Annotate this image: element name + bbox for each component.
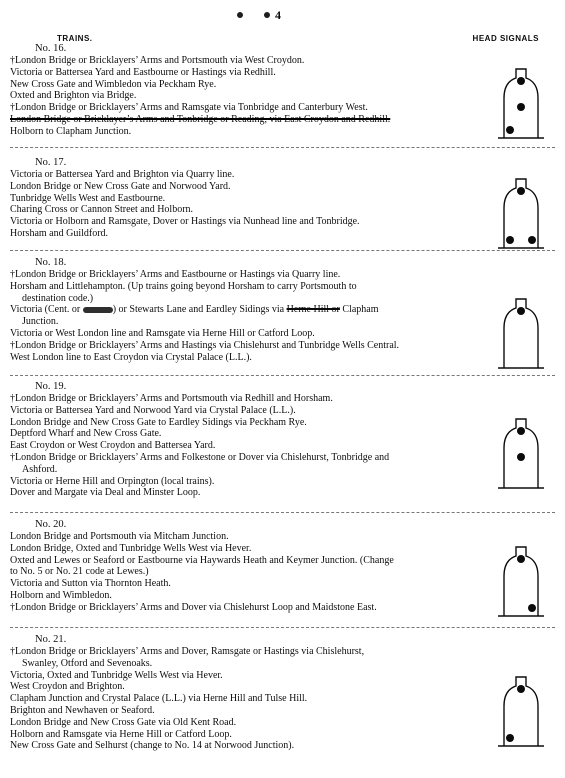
- route-line: †London Bridge or Bricklayers’ Arms and Eastbourne or Hastings via Quarry line.: [10, 269, 341, 280]
- section-no-16: [10, 42, 494, 138]
- section-no-20: [10, 518, 494, 614]
- section-no-19: [10, 380, 494, 499]
- lamp-top-icon: [517, 307, 525, 315]
- locomotive-front-icon: [490, 290, 552, 376]
- route-line: †London Bridge or Bricklayers’ Arms and Ramsgate via Tonbridge and Canterbury West.: [10, 102, 368, 114]
- lamp-bottom-right-icon: [528, 236, 536, 244]
- head-signals-column-header: HEAD SIGNALS: [472, 34, 539, 43]
- route-line: destination code.): [22, 292, 94, 304]
- route-line: Dover and Margate via Deal and Minster Loop.: [10, 487, 201, 499]
- route-line: †London Bridge or Bricklayers’ Arms and Hastings via Chislehurst and Tunbridge Wells Central.: [10, 339, 400, 351]
- locomotive-front-icon: [490, 170, 552, 256]
- route-line: London Bridge or New Cross Gate and Norwood Yard.: [10, 180, 231, 192]
- ink-speck: [237, 12, 243, 18]
- route-line: East Croydon or West Croydon and Battersea Yard.: [10, 440, 216, 452]
- section-no-21: [10, 633, 494, 752]
- route-line: Tunbridge Wells West and Eastbourne.: [10, 192, 166, 204]
- section-divider: [10, 512, 555, 513]
- route-line: to No. 5 or No. 21 code at Lewes.): [10, 566, 149, 578]
- trains-column-header: TRAINS.: [57, 34, 93, 43]
- section-number: No. 18.: [35, 257, 67, 268]
- lamp-bottom-left-icon: [506, 236, 514, 244]
- route-line: New Cross Gate and Wimbledon via Peckham Rye.: [10, 78, 217, 90]
- page-number: 4: [275, 8, 281, 22]
- section-no-18: [10, 256, 494, 363]
- section-number: No. 16.: [35, 43, 67, 54]
- section-number: No. 20.: [35, 519, 67, 530]
- section-number: No. 21.: [35, 634, 67, 645]
- route-text: Victoria (Cent. or: [10, 304, 81, 316]
- lamp-top-icon: [517, 77, 525, 85]
- route-line: Victoria or Battersea Yard and Brighton via Quarry line.: [10, 169, 235, 180]
- route-line: †London Bridge or Bricklayers’ Arms and Dover, Ramsgate or Hastings via Chislehurst,: [10, 646, 365, 657]
- route-line: Horsham and Littlehampton. (Up trains going beyond Horsham to carry Portsmouth to: [10, 280, 357, 292]
- struck-out-text: Herne Hill or: [286, 304, 340, 316]
- lamp-bottom-right-icon: [528, 604, 536, 612]
- ink-blot: [83, 307, 113, 313]
- head-signal-no-20: [490, 538, 552, 624]
- route-line: †London Bridge or Bricklayers’ Arms and Portsmouth via West Croydon.: [10, 55, 305, 66]
- route-line: Victoria or Battersea Yard and Eastbourne or Hastings via Redhill.: [10, 66, 276, 78]
- route-line: Victoria or Holborn and Ramsgate, Dover or Hastings via Nunhead line and Tonbridge.: [10, 216, 360, 228]
- route-line: Deptford Wharf and New Cross Gate.: [10, 428, 162, 440]
- route-line: Holborn and Wimbledon.: [10, 589, 112, 601]
- locomotive-front-icon: [490, 538, 552, 624]
- route-line: Swanley, Otford and Sevenoaks.: [22, 657, 153, 669]
- lamp-bottom-left-icon: [506, 126, 514, 134]
- lamp-top-icon: [517, 685, 525, 693]
- route-line: Victoria, Oxted and Tunbridge Wells West via Hever.: [10, 669, 223, 681]
- route-line: London Bridge, Oxted and Tunbridge Wells West via Hever.: [10, 542, 252, 554]
- lamp-top-icon: [517, 555, 525, 563]
- route-text: ) or Stewarts Lane and Eardley Sidings via: [112, 304, 285, 316]
- route-line: [10, 304, 494, 316]
- locomotive-front-icon: [490, 668, 552, 754]
- section-no-17: [10, 156, 494, 240]
- lamp-top-icon: [517, 187, 525, 195]
- route-line: Victoria and Sutton via Thornton Heath.: [10, 578, 171, 590]
- route-line: London Bridge and Portsmouth via Mitcham Junction.: [10, 531, 229, 542]
- head-signal-no-18: [490, 290, 552, 376]
- route-line: London Bridge and New Cross Gate via Old Kent Road.: [10, 716, 237, 728]
- section-number: No. 17.: [35, 157, 67, 168]
- lamp-middle-icon: [517, 453, 525, 461]
- route-line: New Cross Gate and Selhurst (change to No. 14 at Norwood Junction).: [10, 740, 295, 752]
- route-line: †London Bridge or Bricklayers’ Arms and Dover via Chislehurst Loop and Maidstone East.: [10, 601, 377, 613]
- section-divider: [10, 627, 555, 628]
- head-signal-no-19: [490, 410, 552, 496]
- route-line: Victoria or Herne Hill and Orpington (local trains).: [10, 475, 215, 487]
- route-line: Holborn to Clapham Junction.: [10, 125, 132, 137]
- lamp-middle-icon: [517, 103, 525, 111]
- route-line: Oxted and Brighton via Bridge.: [10, 90, 137, 102]
- route-line: Junction.: [22, 316, 59, 328]
- lamp-bottom-left-icon: [506, 734, 514, 742]
- route-line: Horsham and Guildford.: [10, 227, 109, 239]
- route-line: West Croydon and Brighton.: [10, 681, 125, 693]
- section-divider: [10, 250, 555, 251]
- route-line: Holborn and Ramsgate via Herne Hill or Catford Loop.: [10, 728, 232, 740]
- route-line: Brighton and Newhaven or Seaford.: [10, 704, 155, 716]
- route-line: West London line to East Croydon via Crystal Palace (L.L.).: [10, 351, 252, 363]
- route-line: Ashford.: [22, 463, 58, 475]
- locomotive-front-icon: [490, 410, 552, 496]
- head-signal-no-21: [490, 668, 552, 754]
- route-line: Charing Cross or Cannon Street and Holborn.: [10, 204, 194, 216]
- head-signal-no-16: [490, 60, 552, 146]
- route-line: †London Bridge or Bricklayers’ Arms and Portsmouth via Redhill and Horsham.: [10, 393, 333, 404]
- route-line: London Bridge and New Cross Gate to Eardley Sidings via Peckham Rye.: [10, 416, 307, 428]
- locomotive-front-icon: [490, 60, 552, 146]
- route-line: Victoria or Battersea Yard and Norwood Yard via Crystal Palace (L.L.).: [10, 404, 296, 416]
- route-line: Oxted and Lewes or Seaford or Eastbourne via Haywards Heath and Keymer Junction. (Change: [10, 554, 394, 566]
- section-divider: [10, 147, 555, 148]
- route-line: Clapham Junction and Crystal Palace (L.L.) via Herne Hill and Tulse Hill.: [10, 693, 308, 705]
- route-text: Clapham: [339, 304, 379, 316]
- section-divider: [10, 375, 555, 376]
- section-number: No. 19.: [35, 381, 67, 392]
- route-line: †London Bridge or Bricklayers’ Arms and Folkestone or Dover via Chislehurst, Tonbridge and: [10, 451, 390, 463]
- route-line: Victoria or West London line and Ramsgate via Herne Hill or Catford Loop.: [10, 327, 315, 339]
- lamp-top-icon: [517, 427, 525, 435]
- head-signal-no-17: [490, 170, 552, 256]
- ink-speck: [264, 12, 270, 18]
- struck-out-route-line: London Bridge or Bricklayer’s Arms and Tonbridge or Reading, via East Croydon and Redhill.: [10, 113, 391, 125]
